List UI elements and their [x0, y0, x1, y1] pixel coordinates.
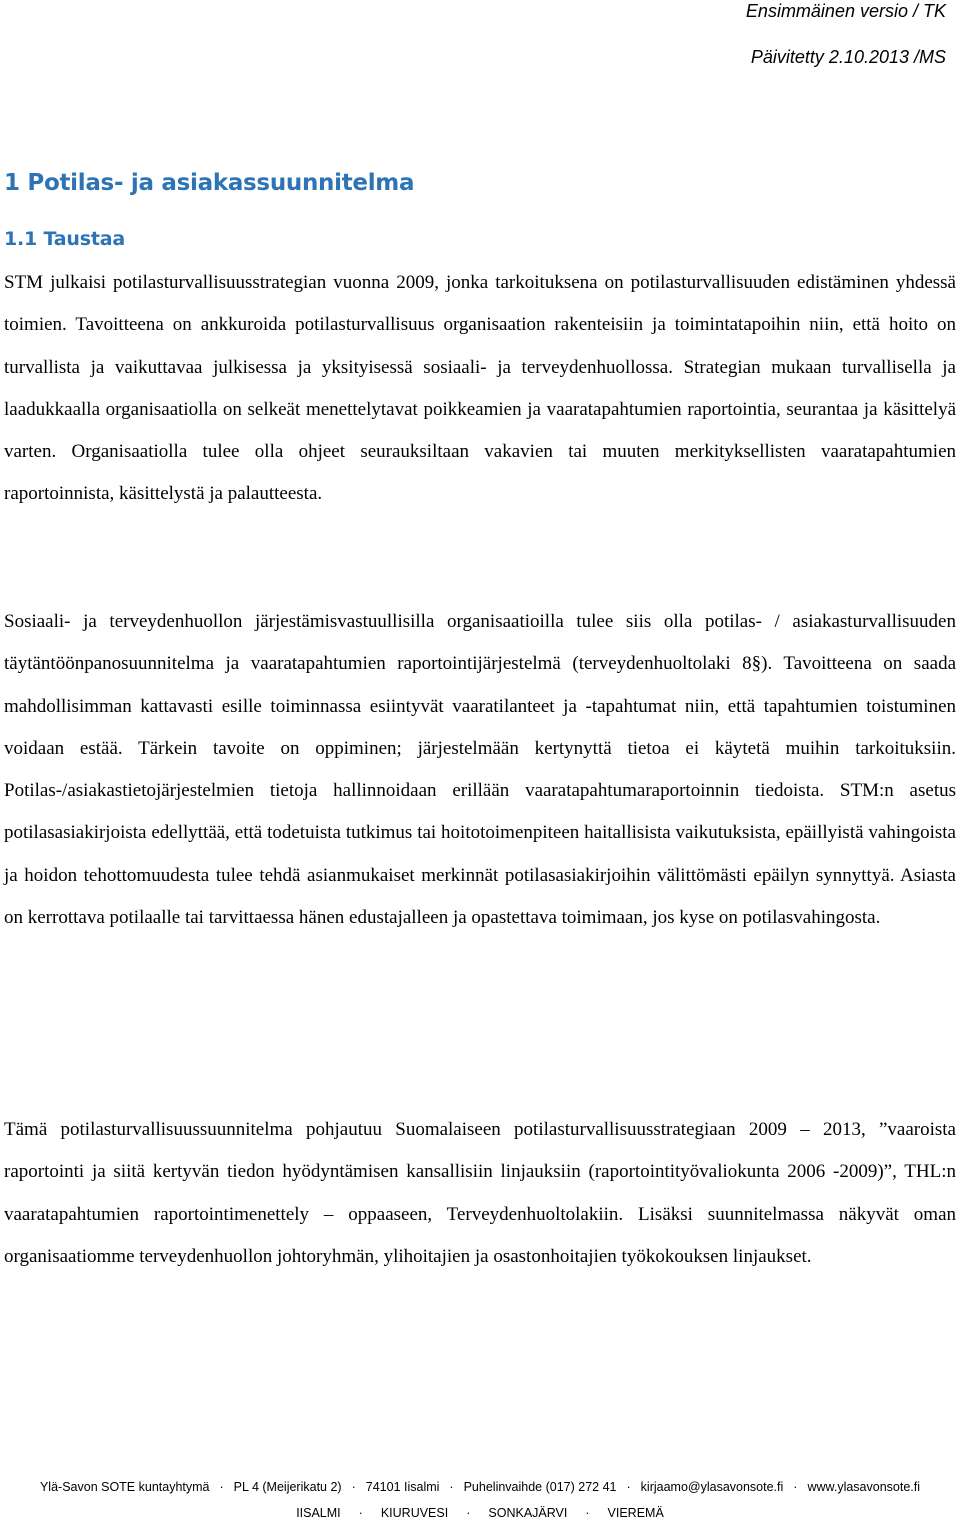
footer-separator: · — [626, 1480, 631, 1494]
footer-town: IISALMI — [296, 1506, 341, 1520]
footer-website: www.ylasavonsote.fi — [807, 1480, 921, 1494]
footer-town: VIEREMÄ — [607, 1506, 664, 1520]
paragraph-2: Sosiaali- ja terveydenhuollon järjestämisvastuullisilla organisaatioilla tulee siis olla potilas- / asiakasturvallisuuden täytäntöönpanosuunnitelma ja vaaratapahtumien raportointijärjestelmä (terveydenhuoltolaki 8§). Tavoitteena on saada mahdollisimman kattavasti esille toiminnassa esiintyvät vaaratilanteet ja -tapahtumat niin, että tapahtumien toistuminen voidaan estää. Tärkein tavoite on oppiminen; järjestelmään kertynyttä tietoa ei käytetä muihin tarkoituksiin. Potilas-/asiakastietojärjestelmien tietoja hallinnoidaan erillään vaaratapahtumaraportoinnin tiedoista. STM:n asetus potilasasiakirjoista edellyttää, että todetuista tutkimus tai hoitotoimenpiteen haitallisista vaikutuksista, epäillyistä vahingoista ja hoidon tehottomuudesta tulee tehdä asianmukaiset merkinnät potilasasiakirjoihin välittömästi epäilyn synnyttyä. Asiasta on kerrottava potilaalle tai tarvittaessa hänen edustajalleen ja opastettava toimimaan, jos kyse on potilasvahingosta. — [4, 611, 956, 929]
footer-email: kirjaamo@ylasavonsote.fi — [640, 1480, 784, 1494]
header-version: Ensimmäinen versio / TK — [745, 1, 946, 21]
footer-phone: Puhelinvaihde (017) 272 41 — [463, 1480, 617, 1494]
header-updated: Päivitetty 2.10.2013 /MS — [750, 47, 946, 67]
paragraph-1: STM julkaisi potilasturvallisuusstrategian vuonna 2009, jonka tarkoituksena on potilasturvallisuuden edistäminen yhdessä toimien. Tavoitteena on ankkuroida potilasturvallisuus organisaation rakenteisiin ja toimintatapoihin niin, että hoito on turvallista ja vaikuttavaa julkisessa ja yksityisessä sosiaali- ja terveydenhuollossa. Strategian mukaan turvallisella ja laadukkaalla organisaatiolla on selkeät menettelytavat poikkeamien ja vaaratapahtumien raportointia, seurantaa ja käsittelyä varten. Organisaatiolla tulee olla ohjeet seurauksiltaan vakavien tai muuten merkityksellisten vaaratapahtumien raportoinnista, käsittelystä ja palautteesta. — [4, 272, 956, 505]
footer-separator: · — [351, 1480, 356, 1494]
footer-town: SONKAJÄRVI — [488, 1506, 568, 1520]
footer-towns-line — [0, 1506, 960, 1520]
footer-separator: · — [219, 1480, 224, 1494]
footer-separator: · — [466, 1506, 471, 1520]
footer-separator: · — [793, 1480, 798, 1494]
footer-separator: · — [585, 1506, 590, 1520]
footer-address: PL 4 (Meijerikatu 2) — [233, 1480, 342, 1494]
footer-org: Ylä-Savon SOTE kuntayhtymä — [39, 1480, 210, 1494]
footer-separator: · — [449, 1480, 454, 1494]
heading-sub: 1.1 Taustaa — [4, 228, 125, 250]
footer-contact-line — [0, 1480, 960, 1494]
footer-separator: · — [358, 1506, 363, 1520]
paragraph-3: Tämä potilasturvallisuussuunnitelma pohjautuu Suomalaiseen potilasturvallisuusstrategiaan 2009 – 2013, ”vaaroista raportointi ja siitä kertyvän tiedon hyödyntämisen kansallisiin linjauksiin (raportointityövaliokunta 2006 -2009)”, THL:n vaaratapahtumien raportointimenettely – oppaaseen, Terveydenhuoltolakiin. Lisäksi suunnitelmassa näkyvät oman organisaatiomme terveydenhuollon johtoryhmän, ylihoitajien ja osastonhoitajien työkokouksen linjaukset. — [4, 1119, 956, 1267]
footer-postal: 74101 Iisalmi — [365, 1480, 440, 1494]
footer-town: KIURUVESI — [380, 1506, 449, 1520]
heading-main: 1 Potilas- ja asiakassuunnitelma — [4, 170, 415, 196]
